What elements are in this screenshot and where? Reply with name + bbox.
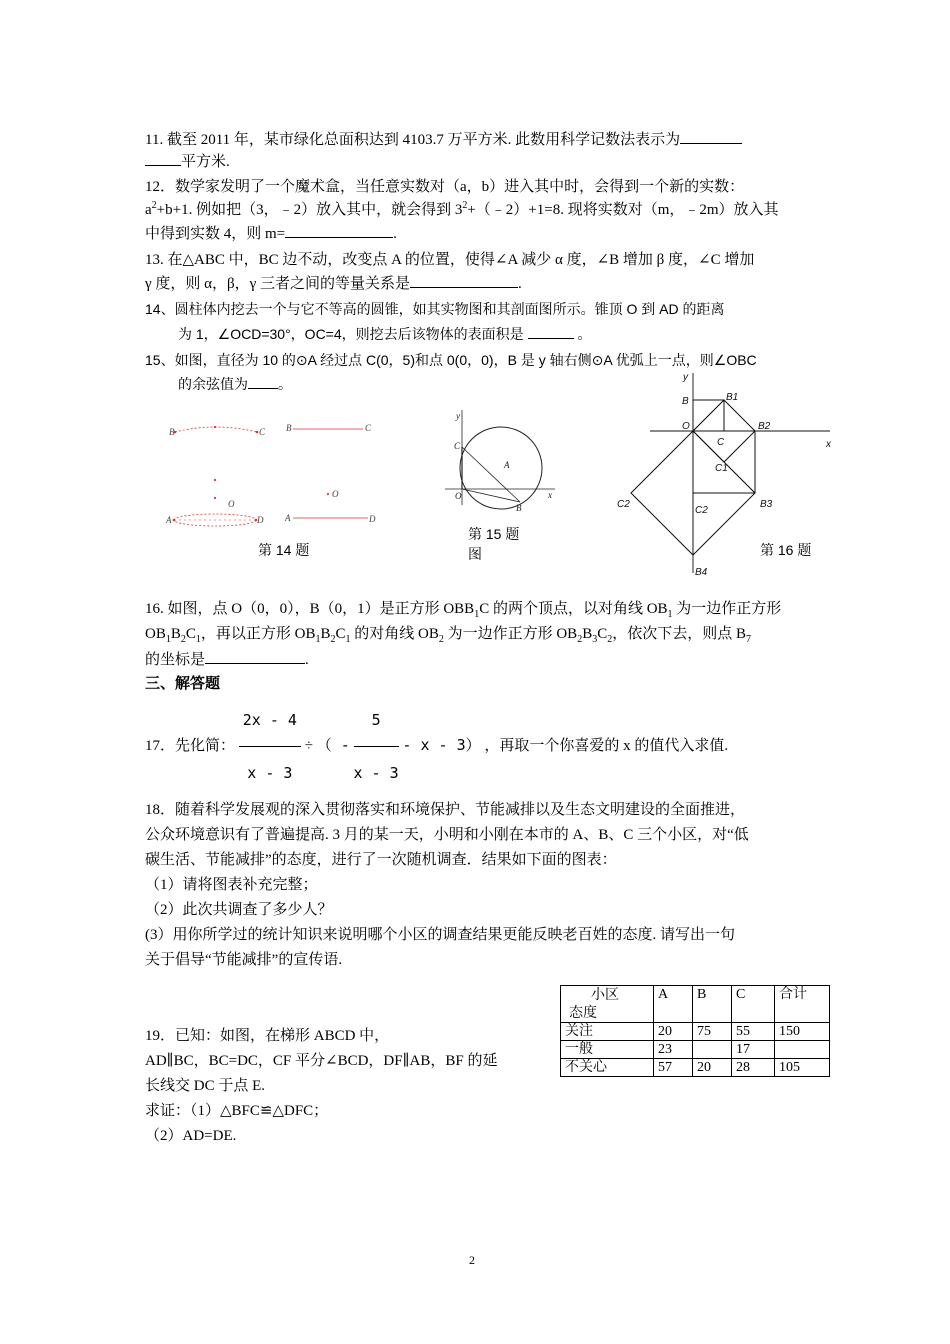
fig14-label: B: [286, 423, 292, 433]
fig14-label: D: [369, 514, 376, 524]
q12-answer-blank[interactable]: [285, 222, 393, 238]
q11-answer-blank-cont[interactable]: [145, 150, 181, 166]
q15-line2: 的余弦值为 。: [178, 373, 292, 395]
q19-line5: （2）AD=DE.: [145, 1128, 237, 1144]
q19-line3: 长线交 DC 于点 E.: [145, 1078, 266, 1094]
table-col-header: A: [654, 986, 693, 1023]
q16-line1: 16. 如图，点 O（0，0），B（0，1）是正方形 $OBB_1C$ 的两个顶点，以对角线 $OB_1$ 为一边作正方形: [145, 601, 782, 620]
table-col-header: C: [732, 986, 775, 1023]
q17-fraction-2: $\frac{5}{x - 3}$: [354, 696, 399, 797]
table-cell: 17: [732, 1041, 775, 1059]
q16-answer-blank[interactable]: [205, 648, 305, 664]
fig15-label: C: [454, 441, 461, 451]
q17-fraction-1: $\frac{2x - 4}{x - 3}$: [239, 696, 301, 797]
q19-line4: 求证：（1）△BFC≌△DFC；: [145, 1103, 329, 1119]
q19-line1: 19．已知：如图，在梯形 ABCD 中，: [145, 1028, 390, 1044]
page-number: 2: [469, 1253, 475, 1267]
table-cell: 28: [732, 1059, 775, 1077]
fig15-label: O: [455, 491, 462, 501]
q17: 17．先化简： $\frac{2x - 4}{x - 3}$ ÷ （ - $\frac{5}{x - 3}$ - x - 3） ，再取一个你喜爱的 x 的值代入求值.: [145, 696, 728, 744]
q18-line2: 公众环境意识有了普遍提高. 3 月的某一天，小明和小刚在本市的 A、B、C 三个小区，对“低: [145, 827, 749, 843]
q18-line4: （1）请将图表补充完整；: [145, 877, 318, 893]
fig14-point: [327, 493, 329, 495]
table-row: [561, 1041, 830, 1059]
table-col-header: B: [693, 986, 732, 1023]
fig15-label: B: [516, 503, 522, 513]
q11-text: 11. 截至 2011 年，某市绿化总面积达到 4103.7 万平方米. 此数用科学记数法表示为: [145, 132, 681, 148]
table-cell: 20: [693, 1059, 732, 1077]
fig14-point: [214, 426, 216, 428]
table-corner-cell: 小区 态度: [561, 986, 654, 1023]
table-row: [561, 1059, 830, 1077]
figure-15: [440, 405, 565, 520]
q16-line2: $OB_1B_2C_1$，再以正方形 $OB_1B_2C_1$ 的对角线 $OB_2$ 为一边作正方形 $OB_2B_3C_2$，依次下去，则点 $B_7$: [145, 626, 751, 645]
section-heading: 三、解答题: [145, 675, 221, 692]
q14-line1: 14、圆柱体内挖去一个与它不等高的圆锥，如其实物图和其剖面图所示。锥顶 O 到 AD 的距离: [145, 301, 725, 317]
q18-line6: (3）用你所学过的统计知识来说明哪个小区的调查结果更能反映老百姓的态度. 请写出一句: [145, 927, 735, 943]
fig16-label: x: [826, 439, 831, 450]
fig14-label: O: [332, 489, 339, 499]
fig16-label: B2: [758, 421, 771, 432]
q12-line1: 12．数学家发明了一个魔术盒，当任意实数对（a，b）进入其中时，会得到一个新的实数：: [145, 179, 745, 195]
table-cell: [693, 1041, 732, 1059]
fig15-label: A: [504, 460, 510, 470]
fig16-label: C: [717, 437, 725, 448]
figure-14-caption: 第 14 题: [258, 542, 310, 558]
q13-answer-blank[interactable]: [410, 272, 518, 288]
fig14-top-arc: [175, 427, 257, 432]
table-cell: 23: [654, 1041, 693, 1059]
q12-line2: $a^2+b+1$. 例如把（3，﹣2）放入其中，就会得到 $3^2+(﹣2)+1=8$. 现将实数对（m，﹣2m）放入其: [145, 200, 779, 218]
q14-answer-blank[interactable]: [528, 323, 574, 339]
survey-table: [560, 985, 830, 1077]
fig16-label: B1: [726, 392, 739, 403]
fig15-label: y: [456, 411, 460, 421]
q12-line3: 中得到实数 4，则 m= .: [145, 222, 397, 245]
q11-line2: 平方米.: [145, 150, 230, 173]
fig14-label: B: [169, 427, 175, 437]
figure-14: [160, 410, 390, 535]
fig14-point: [214, 479, 216, 481]
fig16-label: B4: [695, 567, 708, 578]
fig14-point: [173, 519, 176, 522]
fig14-label: O: [228, 499, 235, 509]
fig14-point: [214, 497, 216, 499]
q15-line1: 15、如图，直径为 10 的⊙A 经过点 C(0，5)和点 0(0，0)，B 是 y 轴右侧⊙A 优弧上一点，则∠OBC: [145, 352, 757, 368]
fig14-label: A: [285, 513, 291, 523]
q18-line7: 关于倡导“节能减排”的宣传语.: [145, 952, 343, 968]
fig16-label: B: [682, 396, 689, 407]
figure-16-caption: 第 16 题: [760, 542, 812, 558]
table-cell: 75: [693, 1023, 732, 1041]
q18-line5: （2）此次共调查了多少人？: [145, 902, 333, 918]
fig16-label: C2: [695, 505, 708, 516]
table-cell: 20: [654, 1023, 693, 1041]
fig16-label: B3: [760, 499, 773, 510]
table-row: [561, 1023, 830, 1041]
q13-line2: γ 度，则 α，β，γ 三者之间的等量关系是 .: [145, 272, 522, 295]
fig14-point: [256, 431, 259, 434]
q18-line1: 18．随着科学发展观的深入贯彻落实和环境保护、节能减排以及生态文明建设的全面推进，: [145, 802, 746, 818]
table-col-header: 合计: [775, 986, 830, 1023]
table-cell: 55: [732, 1023, 775, 1041]
q11-answer-blank[interactable]: [680, 128, 742, 144]
q14-line2: 为 1，∠OCD=30°，OC=4，则挖去后该物体的表面积是 。: [178, 323, 591, 345]
q13-line1: 13. 在△ABC 中，BC 边不动，改变点 A 的位置，使得∠A 减少 α 度，∠B 增加 β 度，∠C 增加: [145, 252, 755, 268]
fig16-label: C2: [617, 499, 630, 510]
fig16-label: y: [683, 372, 688, 383]
q18-line3: 碳生活、节能减排”的态度，进行了一次随机调查．结果如下面的图表：: [145, 852, 617, 868]
table-row-label: 不关心: [561, 1059, 654, 1077]
table-cell: [775, 1041, 830, 1059]
fig16-label: O: [682, 421, 690, 432]
q11-line1: [145, 128, 742, 151]
table-cell: 150: [775, 1023, 830, 1041]
fig14-label: C: [259, 427, 266, 437]
fig16-label: C1: [715, 463, 728, 474]
table-row-label: 一般: [561, 1041, 654, 1059]
table-cell: 105: [775, 1059, 830, 1077]
fig14-label: A: [166, 515, 172, 525]
fig14-label: C: [365, 423, 372, 433]
table-header-row: [561, 986, 830, 1023]
figure-15-caption: 第 15 题 图: [468, 526, 520, 562]
fig14-label: D: [257, 515, 264, 525]
fig15-circle: [460, 427, 542, 509]
table-cell: 57: [654, 1059, 693, 1077]
q15-answer-blank[interactable]: [248, 373, 278, 389]
fig15-chord-cb: [462, 447, 520, 502]
fig15-label: x: [548, 490, 552, 500]
q16-line3: 的坐标是 .: [145, 648, 309, 671]
table-row-label: 关注: [561, 1023, 654, 1041]
q19-line2: AD∥BC，BC=DC，CF 平分∠BCD，DF∥AB，BF 的延: [145, 1053, 498, 1069]
